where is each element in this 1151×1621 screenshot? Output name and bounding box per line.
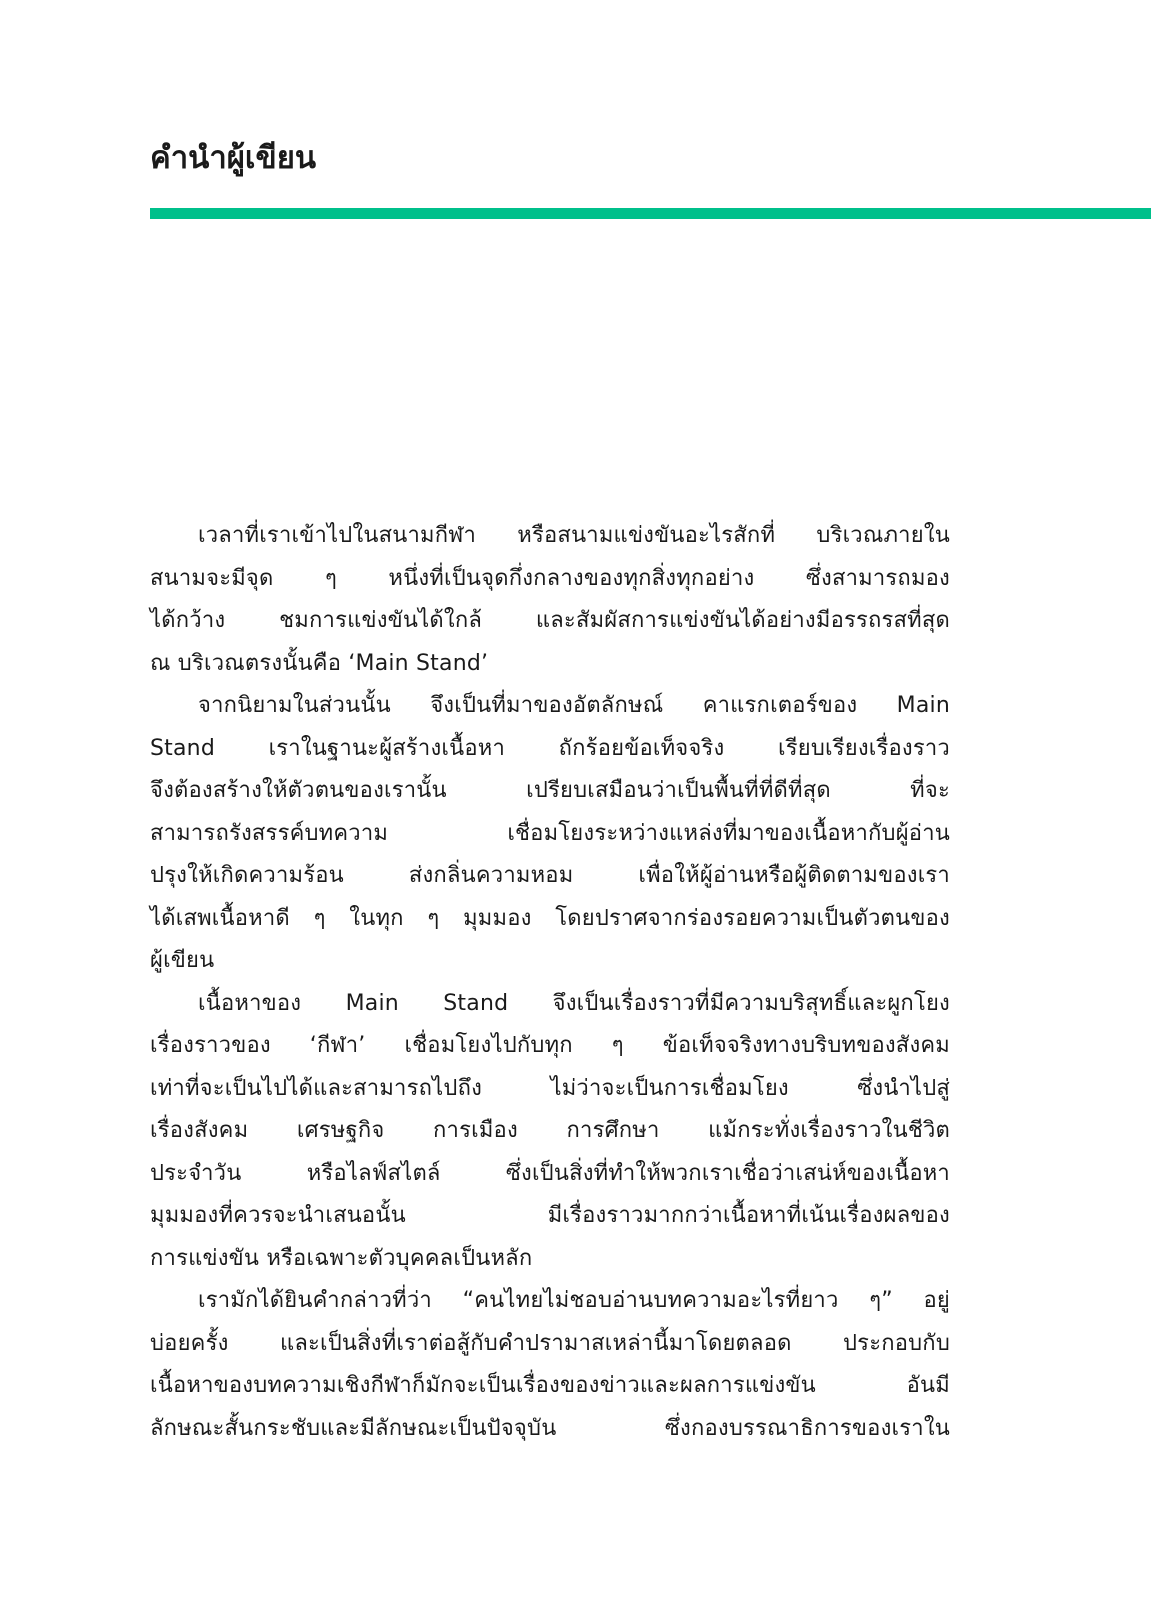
text-line: เนื้อหาของ Main Stand จึงเป็นเรื่องราวที่มีความบริสุทธิ์และผูกโยง [198, 990, 950, 1016]
paragraph [150, 685, 950, 983]
paragraph [150, 515, 950, 685]
heading-underline-rule [150, 208, 1151, 219]
text-line: สนามจะมีจุด ๆ หนึ่งที่เป็นจุดกึ่งกลางของทุกสิ่งทุกอย่าง ซึ่งสามารถมอง [150, 565, 950, 591]
text-line: เรื่องสังคม เศรษฐกิจ การเมือง การศึกษา แม้กระทั่งเรื่องราวในชีวิต [150, 1118, 950, 1143]
text-line: เรื่องราวของ ‘กีฬา’ เชื่อมโยงไปกับทุก ๆ ข้อเท็จจริงทางบริบทของสังคม [150, 1033, 950, 1058]
text-line: เวลาที่เราเข้าไปในสนามกีฬา หรือสนามแข่งขันอะไรสักที่ บริเวณภายใน [198, 523, 950, 548]
text-line: มุมมองที่ควรจะนำเสนอนั้น มีเรื่องราวมากกว่าเนื้อหาที่เน้นเรื่องผลของ [150, 1203, 950, 1228]
preface-body [150, 515, 950, 1450]
text-line: ณ บริเวณตรงนั้นคือ ‘Main Stand’ [150, 650, 489, 676]
page-heading: คำนำผู้เขียน [150, 140, 317, 176]
paragraph [150, 1280, 950, 1450]
text-line: ได้กว้าง ชมการแข่งขันได้ใกล้ และสัมผัสการแข่งขันได้อย่างมีอรรถรสที่สุด [150, 608, 950, 633]
text-line: ได้เสพเนื้อหาดี ๆ ในทุก ๆ มุมมอง โดยปราศจากร่องรอยความเป็นตัวตนของ [150, 905, 950, 931]
text-line: จากนิยามในส่วนนั้น จึงเป็นที่มาของอัตลักษณ์ คาแรกเตอร์ของ Main [198, 693, 950, 718]
text-line: เรามักได้ยินคำกล่าวที่ว่า “คนไทยไม่ชอบอ่านบทความอะไรที่ยาว ๆ” อยู่ [198, 1288, 950, 1313]
paragraph [150, 983, 950, 1281]
text-line: ประจำวัน หรือไลฟ์สไตล์ ซึ่งเป็นสิ่งที่ทำให้พวกเราเชื่อว่าเสน่ห์ของเนื้อหา [150, 1160, 950, 1186]
text-line: บ่อยครั้ง และเป็นสิ่งที่เราต่อสู้กับคำปรามาสเหล่านี้มาโดยตลอด ประกอบกับ [150, 1330, 950, 1356]
text-line: การแข่งขัน หรือเฉพาะตัวบุคคลเป็นหลัก [150, 1245, 533, 1271]
text-line: ผู้เขียน [150, 948, 215, 973]
text-line: จึงต้องสร้างให้ตัวตนของเรานั้น เปรียบเสมือนว่าเป็นพื้นที่ที่ดีที่สุด ที่จะ [150, 778, 950, 803]
text-line: ปรุงให้เกิดความร้อน ส่งกลิ่นความหอม เพื่อให้ผู้อ่านหรือผู้ติดตามของเรา [150, 863, 950, 888]
text-line: เท่าที่จะเป็นไปได้และสามารถไปถึง ไม่ว่าจะเป็นการเชื่อมโยง ซึ่งนำไปสู่ [150, 1075, 950, 1101]
text-line: สามารถรังสรรค์บทความ เชื่อมโยงระหว่างแหล่งที่มาของเนื้อหากับผู้อ่าน [150, 820, 950, 846]
text-line: เนื้อหาของบทความเชิงกีฬาก็มักจะเป็นเรื่องของข่าวและผลการแข่งขัน อันมี [150, 1373, 950, 1398]
text-line: Stand เราในฐานะผู้สร้างเนื้อหา ถักร้อยข้อเท็จจริง เรียบเรียงเรื่องราว [150, 735, 950, 761]
text-line: ลักษณะสั้นกระชับและมีลักษณะเป็นปัจจุบัน ซึ่งกองบรรณาธิการของเราใน [150, 1415, 950, 1441]
